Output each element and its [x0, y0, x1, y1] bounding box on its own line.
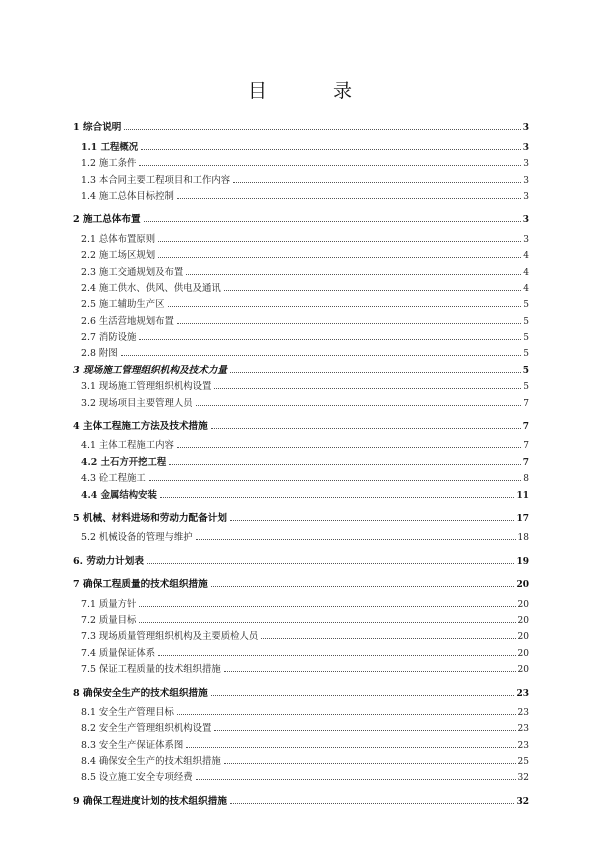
toc-entry[interactable] — [73, 593, 529, 609]
toc-entry-label: 6. 劳动力计划表 — [73, 555, 144, 567]
table-of-contents — [73, 117, 529, 807]
toc-entry-page: 3 — [523, 191, 529, 202]
toc-entry[interactable] — [73, 392, 529, 408]
toc-entry[interactable] — [73, 451, 529, 467]
dot-leader — [214, 730, 515, 731]
toc-entry-page: 23 — [517, 724, 529, 735]
toc-entry-label: 9 确保工程进度计划的技术组织措施 — [73, 795, 227, 807]
dot-leader — [211, 695, 515, 696]
toc-entry[interactable] — [73, 468, 529, 484]
toc-entry-page: 20 — [517, 615, 529, 626]
dot-leader — [177, 323, 521, 324]
toc-entry-label: 8.1 安全生产管理目标 — [81, 706, 174, 718]
dot-leader — [177, 714, 516, 715]
dot-leader — [196, 405, 522, 406]
toc-entry-label: 2.7 消防设施 — [81, 332, 137, 344]
toc-entry-label: 2.5 施工辅助生产区 — [81, 299, 165, 311]
toc-entry[interactable] — [73, 751, 529, 767]
toc-entry-page: 7 — [522, 422, 529, 433]
toc-entry-label: 8.3 安全生产保证体系图 — [81, 739, 184, 751]
dot-leader — [211, 586, 515, 587]
toc-entry-page: 3 — [522, 215, 529, 226]
toc-entry-page: 3 — [522, 123, 529, 134]
toc-entry-page: 5 — [523, 382, 529, 393]
toc-entry-page: 20 — [517, 648, 529, 659]
dot-leader — [233, 182, 521, 183]
toc-entry[interactable] — [73, 278, 529, 294]
toc-entry-page: 5 — [523, 349, 529, 360]
toc-entry-page: 3 — [523, 234, 529, 245]
toc-entry[interactable] — [73, 610, 529, 626]
toc-entry[interactable] — [73, 767, 529, 783]
toc-entry-label: 7.2 质量目标 — [81, 614, 137, 626]
toc-entry-page: 5 — [523, 300, 529, 311]
toc-entry-label: 5 机械、材料进场和劳动力配备计划 — [73, 512, 227, 524]
toc-entry-label: 2.2 施工场区规划 — [81, 250, 156, 262]
toc-entry[interactable] — [73, 359, 529, 375]
dot-leader — [158, 241, 521, 242]
toc-entry-page: 7 — [523, 441, 529, 452]
dot-leader — [139, 339, 521, 340]
dot-leader — [144, 221, 521, 222]
dot-leader — [147, 563, 515, 564]
toc-entry-label: 5.2 机械设备的管理与维护 — [81, 532, 193, 544]
toc-entry-page: 19 — [516, 556, 529, 567]
toc-entry-page: 5 — [523, 333, 529, 344]
toc-entry-label: 7 确保工程质量的技术组织措施 — [73, 579, 208, 591]
toc-entry-label: 3.2 现场项目主要管理人员 — [81, 397, 193, 409]
toc-entry-page: 4 — [523, 251, 529, 262]
dot-leader — [261, 638, 515, 639]
toc-entry[interactable] — [73, 574, 529, 590]
dot-leader — [177, 198, 521, 199]
dot-leader — [186, 274, 521, 275]
toc-entry[interactable] — [73, 659, 529, 675]
toc-entry[interactable] — [73, 435, 529, 451]
toc-entry[interactable] — [73, 310, 529, 326]
dot-leader — [214, 388, 521, 389]
dot-leader — [230, 520, 515, 521]
toc-entry[interactable] — [73, 626, 529, 642]
dot-leader — [230, 372, 521, 373]
toc-entry-page: 4 — [523, 267, 529, 278]
toc-entry-label: 2 施工总体布置 — [73, 214, 141, 226]
toc-entry[interactable] — [73, 734, 529, 750]
toc-entry[interactable] — [73, 550, 529, 566]
toc-entry[interactable] — [73, 642, 529, 658]
toc-entry[interactable] — [73, 718, 529, 734]
dot-leader — [169, 464, 521, 465]
toc-entry-label: 7.3 现场质量管理组织机构及主要质检人员 — [81, 631, 259, 643]
page-title: 目 录 — [247, 80, 383, 102]
dot-leader — [230, 803, 515, 804]
toc-entry-page: 3 — [523, 175, 529, 186]
toc-entry[interactable] — [73, 484, 529, 500]
dot-leader — [224, 290, 522, 291]
toc-entry-label: 1.2 施工条件 — [81, 158, 137, 170]
dot-leader — [158, 655, 515, 656]
toc-entry[interactable] — [73, 186, 529, 202]
toc-entry[interactable] — [73, 416, 529, 432]
toc-entry-label: 3 现场施工管理组织机构及技术力量 — [73, 364, 227, 376]
dot-leader — [124, 129, 520, 130]
dot-leader — [211, 428, 521, 429]
dot-leader — [196, 539, 516, 540]
dot-leader — [139, 165, 521, 166]
toc-entry[interactable] — [73, 228, 529, 244]
toc-entry-label: 3.1 现场施工管理组织机构设置 — [81, 381, 212, 393]
toc-entry-page: 8 — [523, 474, 529, 485]
toc-entry-label: 1 综合说明 — [73, 122, 122, 134]
toc-entry[interactable] — [73, 682, 529, 698]
toc-entry-label: 2.6 生活营地规划布置 — [81, 315, 174, 327]
toc-entry-page: 20 — [517, 665, 529, 676]
toc-entry-label: 7.5 保证工程质量的技术组织措施 — [81, 664, 221, 676]
dot-leader — [141, 149, 521, 150]
dot-leader — [158, 257, 521, 258]
dot-leader — [168, 306, 522, 307]
toc-entry-page: 18 — [517, 533, 529, 544]
toc-entry-label: 4.1 主体工程施工内容 — [81, 440, 174, 452]
dot-leader — [177, 447, 521, 448]
toc-entry-page: 32 — [516, 796, 529, 807]
toc-entry-page: 23 — [517, 740, 529, 751]
toc-entry-label: 4.2 土石方开挖工程 — [81, 456, 167, 468]
toc-entry-page: 4 — [523, 283, 529, 294]
toc-entry[interactable] — [73, 702, 529, 718]
toc-entry-label: 2.3 施工交通规划及布置 — [81, 266, 184, 278]
dot-leader — [139, 622, 515, 623]
toc-entry-label: 1.4 施工总体目标控制 — [81, 190, 174, 202]
toc-entry-page: 11 — [516, 490, 529, 501]
toc-entry[interactable] — [73, 327, 529, 343]
toc-entry-page: 5 — [523, 316, 529, 327]
dot-leader — [196, 779, 516, 780]
toc-entry[interactable] — [73, 245, 529, 261]
toc-entry-page: 23 — [516, 688, 529, 699]
toc-entry[interactable] — [73, 527, 529, 543]
dot-leader — [186, 747, 515, 748]
toc-entry-label: 8 确保安全生产的技术组织措施 — [73, 687, 208, 699]
dot-leader — [149, 480, 522, 481]
toc-entry[interactable] — [73, 376, 529, 392]
toc-entry[interactable] — [73, 261, 529, 277]
toc-entry-page: 17 — [516, 513, 529, 524]
toc-entry[interactable] — [73, 169, 529, 185]
dot-leader — [139, 606, 515, 607]
dot-leader — [121, 355, 522, 356]
dot-leader — [160, 497, 515, 498]
toc-entry[interactable] — [73, 153, 529, 169]
toc-entry[interactable] — [73, 209, 529, 225]
toc-entry-label: 2.4 施工供水、供风、供电及通讯 — [81, 282, 221, 294]
toc-entry-label: 1.1 工程概况 — [81, 141, 139, 153]
dot-leader — [224, 671, 516, 672]
toc-entry-label: 4.3 砼工程施工 — [81, 473, 146, 485]
toc-entry-label: 2.8 附图 — [81, 348, 118, 360]
toc-entry-page: 23 — [517, 707, 529, 718]
toc-entry[interactable] — [73, 343, 529, 359]
toc-entry[interactable] — [73, 294, 529, 310]
toc-entry[interactable] — [73, 790, 529, 806]
toc-entry-label: 8.4 确保安全生产的技术组织措施 — [81, 756, 221, 768]
toc-entry-page: 20 — [517, 632, 529, 643]
toc-entry-page: 3 — [523, 159, 529, 170]
toc-entry-label: 2.1 总体布置原则 — [81, 233, 156, 245]
toc-entry[interactable] — [73, 136, 529, 152]
toc-entry-page: 32 — [517, 773, 529, 784]
toc-entry-label: 7.1 质量方针 — [81, 598, 137, 610]
toc-entry-page: 7 — [523, 398, 529, 409]
toc-entry-label: 7.4 质量保证体系 — [81, 647, 156, 659]
toc-entry-page: 20 — [517, 599, 529, 610]
toc-entry[interactable] — [73, 508, 529, 524]
toc-entry-label: 8.2 安全生产管理组织机构设置 — [81, 723, 212, 735]
toc-entry-page: 20 — [516, 580, 529, 591]
toc-entry-page: 25 — [517, 757, 529, 768]
toc-entry-label: 4.4 金属结构安装 — [81, 489, 157, 501]
toc-entry-label: 1.3 本合同主要工程项目和工作内容 — [81, 174, 231, 186]
toc-entry-page: 3 — [522, 142, 529, 153]
toc-entry-label: 8.5 设立施工安全专项经费 — [81, 772, 193, 784]
toc-entry-page: 5 — [522, 365, 529, 376]
toc-entry-page: 7 — [522, 457, 529, 468]
toc-entry[interactable] — [73, 117, 529, 133]
dot-leader — [224, 763, 516, 764]
toc-entry-label: 4 主体工程施工方法及技术措施 — [73, 421, 208, 433]
